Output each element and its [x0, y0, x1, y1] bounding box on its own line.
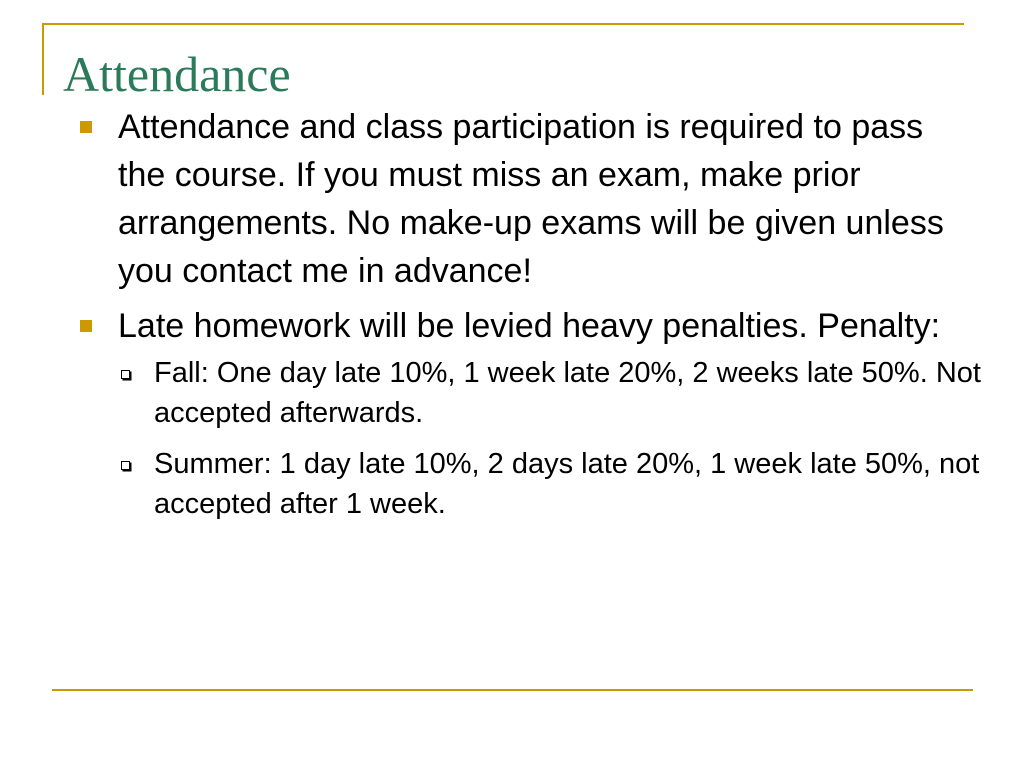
bullet-item [78, 302, 981, 524]
accent-line-top [42, 23, 964, 25]
accent-line-bottom [52, 689, 973, 691]
sub-bullet-item [118, 444, 1008, 524]
bullet-text: Attendance and class participation is required to pass the course. If you must miss an exam, make prior arrangements. No make-up exams will be given unless you contact me in advance! [118, 108, 944, 290]
sub-bullet-text: Fall: One day late 10%, 1 week late 20%, 2 weeks late 50%. Not accepted afterwards. [154, 357, 981, 429]
hollow-square-bullet-icon [121, 461, 130, 470]
square-bullet-icon [80, 320, 92, 332]
bullet-item [78, 103, 978, 295]
hollow-square-bullet-icon [121, 370, 130, 379]
sub-bullet-item [118, 353, 1008, 433]
sub-bullet-text: Summer: 1 day late 10%, 2 days late 20%, 1 week late 50%, not accepted after 1 week. [154, 448, 980, 520]
bullet-list [78, 103, 981, 535]
sub-bullet-list [118, 353, 981, 524]
slide-title: Attendance [63, 46, 291, 102]
square-bullet-icon [80, 121, 92, 133]
accent-line-left [42, 23, 44, 95]
bullet-text: Late homework will be levied heavy penalties. Penalty: [118, 307, 941, 345]
